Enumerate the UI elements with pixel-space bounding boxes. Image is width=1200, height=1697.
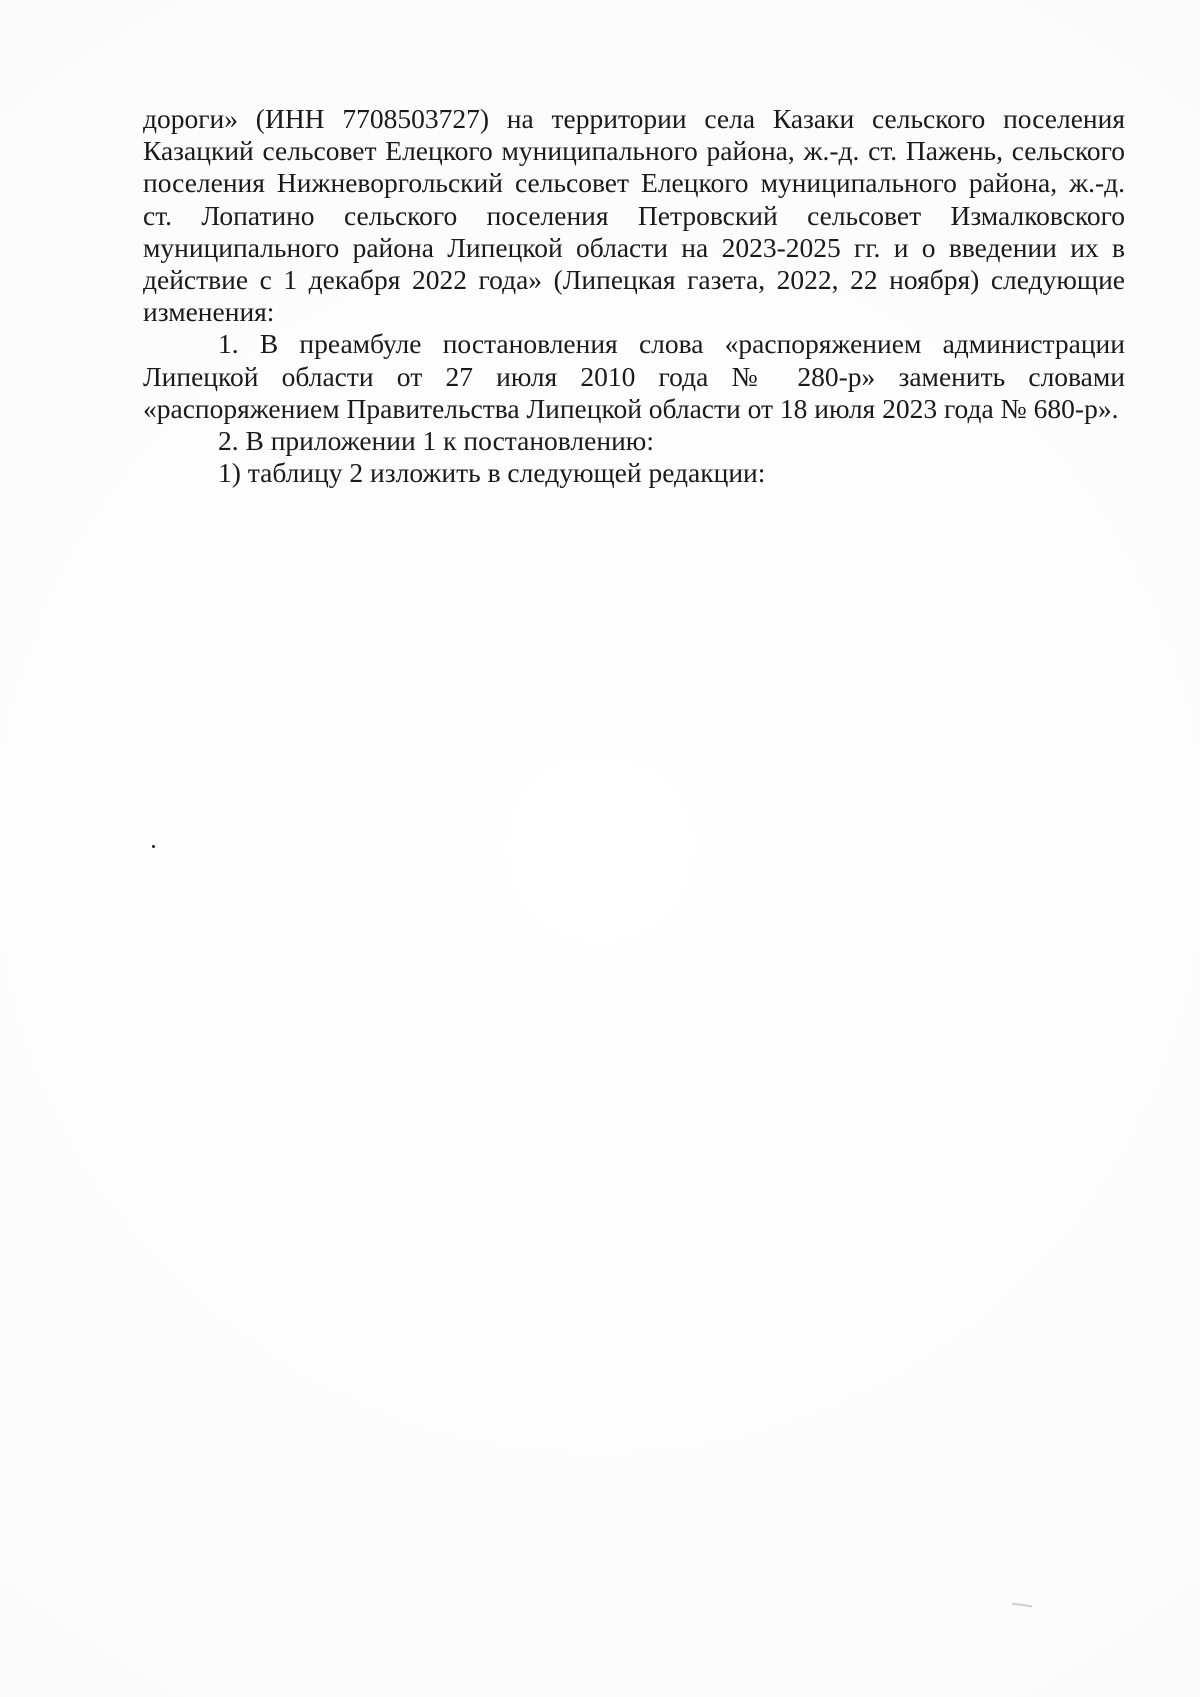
amendment-item-2: 2. В приложении 1 к постановлению: xyxy=(218,425,654,457)
scan-speck xyxy=(152,845,155,848)
document-body xyxy=(143,103,1125,489)
intro-paragraph: дороги» (ИНН 7708503727) на территории села Казаки сельского поселения Казацкий сельсовет Елецкого муниципального района, ж.-д. ст. Пажень, сельского поселения Нижневоргольский сельсовет Елецкого муниципального района, ж.-д. ст. Лопатино сельского поселения Петровский сельсовет Измалковского муниципального района Липецкой области на 2023-2025 гг. и о введении их в действие с 1 декабря 2022 года» (Липецкая газета, 2022, 22 ноября) следующие изменения: xyxy=(143,103,1125,328)
amendment-item-1: 1. В преамбуле постановления слова «распоряжением администрации Липецкой области от 27 июля 2010 года № 280-р» заменить словами «распоряжением Правительства Липецкой области от 18 июля 2023 года № 680-р». xyxy=(143,328,1125,424)
scan-smudge xyxy=(1012,1603,1032,1608)
amendment-sub-item-1: 1) таблицу 2 изложить в следующей редакции: xyxy=(218,457,766,489)
